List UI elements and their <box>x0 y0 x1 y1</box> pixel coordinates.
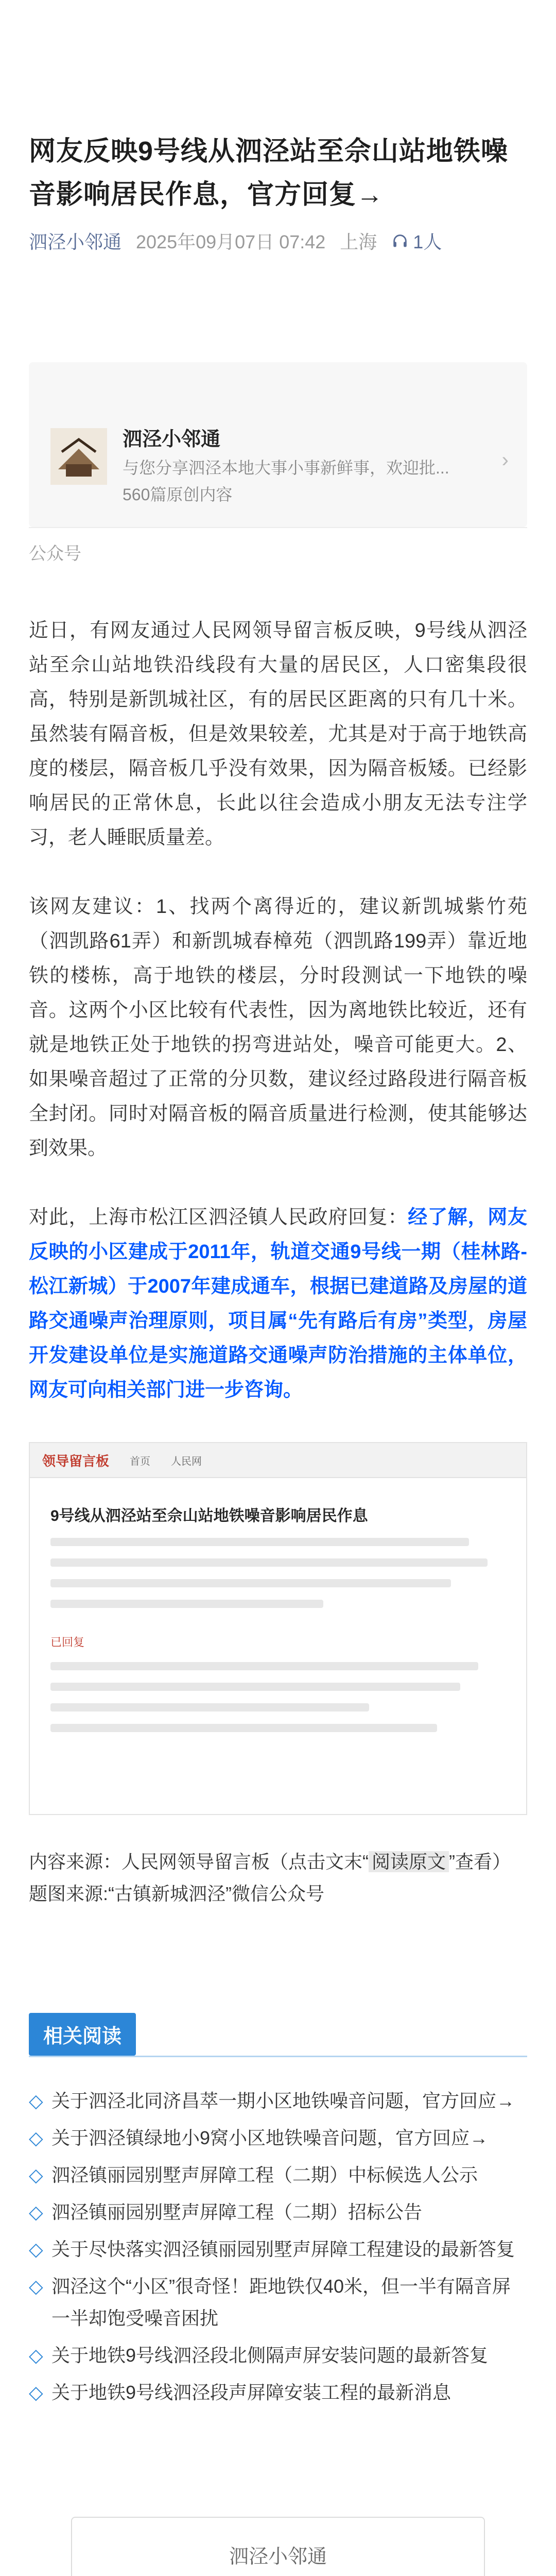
image-source: 题图来源:“古镇新城泗泾”微信公众号 <box>29 1883 324 1904</box>
source-note <box>29 1846 527 1910</box>
related-item[interactable]: ◇ 关于地铁9号线泗泾段北侧隔声屏安装问题的最新答复 <box>29 2340 527 2371</box>
profile-card[interactable] <box>29 362 527 527</box>
screenshot-heading: 9号线从泗泾站至佘山站地铁噪音影响居民作息 <box>50 1507 368 1524</box>
diamond-icon: ◇ <box>29 2164 43 2185</box>
listener-count: 1人 <box>413 231 442 252</box>
related-item[interactable]: ◇ 关于地铁9号线泗泾段声屏障安装工程的最新消息 <box>29 2377 527 2409</box>
diamond-icon: ◇ <box>29 2276 43 2297</box>
qr-card <box>71 2517 485 2576</box>
profile-card-footer: 公众号 <box>29 527 527 580</box>
related-heading: 相关阅读 <box>29 2013 136 2056</box>
related-item[interactable]: ◇ 泗泾镇丽园别墅声屏障工程（二期）中标候选人公示 <box>29 2159 527 2191</box>
headphones-icon <box>391 232 409 250</box>
related-divider <box>29 2056 527 2057</box>
publish-date: 2025年09月07日 07:42 <box>136 231 326 252</box>
paragraph-1: 近日，有网友通过人民网领导留言板反映，9号线从泗泾站至佘山站地铁沿线段有大量的居民区，人口密集段很高，特别是新凯城社区，有的居民区距离的只有几十米。虽然装有隔音板，但是效果较差，尤其是对于高于地铁高度的楼层，隔音板几乎没有效果，因为隔音板矮。已经影响居民的正常休息，长此以往会造成小朋友无法专注学习，老人睡眠质量差。 <box>29 620 527 849</box>
paragraph-3 <box>29 1200 527 1408</box>
article-page <box>0 130 556 2576</box>
avatar <box>50 428 107 485</box>
listen-button[interactable] <box>391 228 442 254</box>
diamond-icon: ◇ <box>29 2382 43 2403</box>
profile-name: 泗泾小邻通 <box>123 429 221 450</box>
chevron-right-icon: › <box>501 449 509 471</box>
qr-account-name: 泗泾小邻通 <box>229 2546 327 2568</box>
diamond-icon: ◇ <box>29 2201 43 2223</box>
screenshot-nav-home: 首页 <box>130 1455 151 1467</box>
publish-location: 上海 <box>340 231 377 252</box>
read-original-inline: 阅读原文 <box>369 1851 449 1872</box>
article-meta <box>29 228 527 254</box>
diamond-icon: ◇ <box>29 2127 43 2148</box>
profile-article-count: 560篇原创内容 <box>123 485 233 504</box>
embedded-screenshot <box>29 1442 527 1815</box>
related-item[interactable]: ◇ 泗泾镇丽园别墅声屏障工程（二期）招标公告 <box>29 2196 527 2228</box>
paragraph-2: 该网友建议：1、找两个离得近的，建议新凯城紫竹苑（泗凯路61弄）和新凯城春樟苑（泗凯路199弄）靠近地铁的楼栋，高于地铁的楼层，分时段测试一下地铁的噪音。这两个小区比较有代表性，因为离地铁比较近，还有就是地铁正处于地铁的拐弯进站处，噪音可能更大。2、如果噪音超过了正常的分贝数，建议经过路段进行隔音板全封闭。同时对隔音板的隔音质量进行检测，使其能够达到效果。 <box>29 896 527 1159</box>
content-source: 内容来源：人民网领导留言板（点击文末“ 阅读原文 ”查看） <box>29 1851 511 1872</box>
diamond-icon: ◇ <box>29 2090 43 2111</box>
related-list <box>29 2085 527 2409</box>
diamond-icon: ◇ <box>29 2345 43 2366</box>
related-item[interactable]: ◇ 关于泗泾镇绿地小9窝小区地铁噪音问题，官方回应→ <box>29 2122 527 2154</box>
related-item[interactable]: ◇ 关于尽快落实泗泾镇丽园别墅声屏障工程建设的最新答复 <box>29 2233 527 2265</box>
profile-description: 与您分享泗泾本地大事小事新鲜事，欢迎批... <box>123 459 449 477</box>
account-link[interactable]: 泗泾小邻通 <box>29 231 122 252</box>
article-body <box>29 614 527 1408</box>
reply-intro: 对此，上海市松江区泗泾镇人民政府回复： <box>29 1207 408 1228</box>
screenshot-site-logo: 领导留言板 <box>42 1453 110 1469</box>
related-item[interactable]: ◇ 关于泗泾北同济昌萃一期小区地铁噪音问题，官方回应→ <box>29 2085 527 2117</box>
reply-highlight: 经了解，网友反映的小区建成于2011年，轨道交通9号线一期（桂林路-松江新城）于2007年建成通车，根据已建道路及房屋的道路交通噪声治理原则，项目属“先有路后有房”类型，房屋开发建设单位是实施道路交通噪声防治措施的主体单位，网友可向相关部门进一步咨询。 <box>29 1207 527 1401</box>
screenshot-reply-tag: 已回复 <box>50 1636 85 1649</box>
screenshot-content <box>50 1493 506 1799</box>
screenshot-topbar <box>30 1443 526 1478</box>
article-title: 网友反映9号线从泗泾站至佘山站地铁噪音影响居民作息，官方回复→ <box>29 137 508 210</box>
related-item[interactable]: ◇ 泗泾这个“小区”很奇怪！距地铁仅40米，但一半有隔音屏一半却饱受噪音困扰 <box>29 2270 527 2334</box>
diamond-icon: ◇ <box>29 2239 43 2260</box>
screenshot-nav-people: 人民网 <box>171 1455 202 1467</box>
